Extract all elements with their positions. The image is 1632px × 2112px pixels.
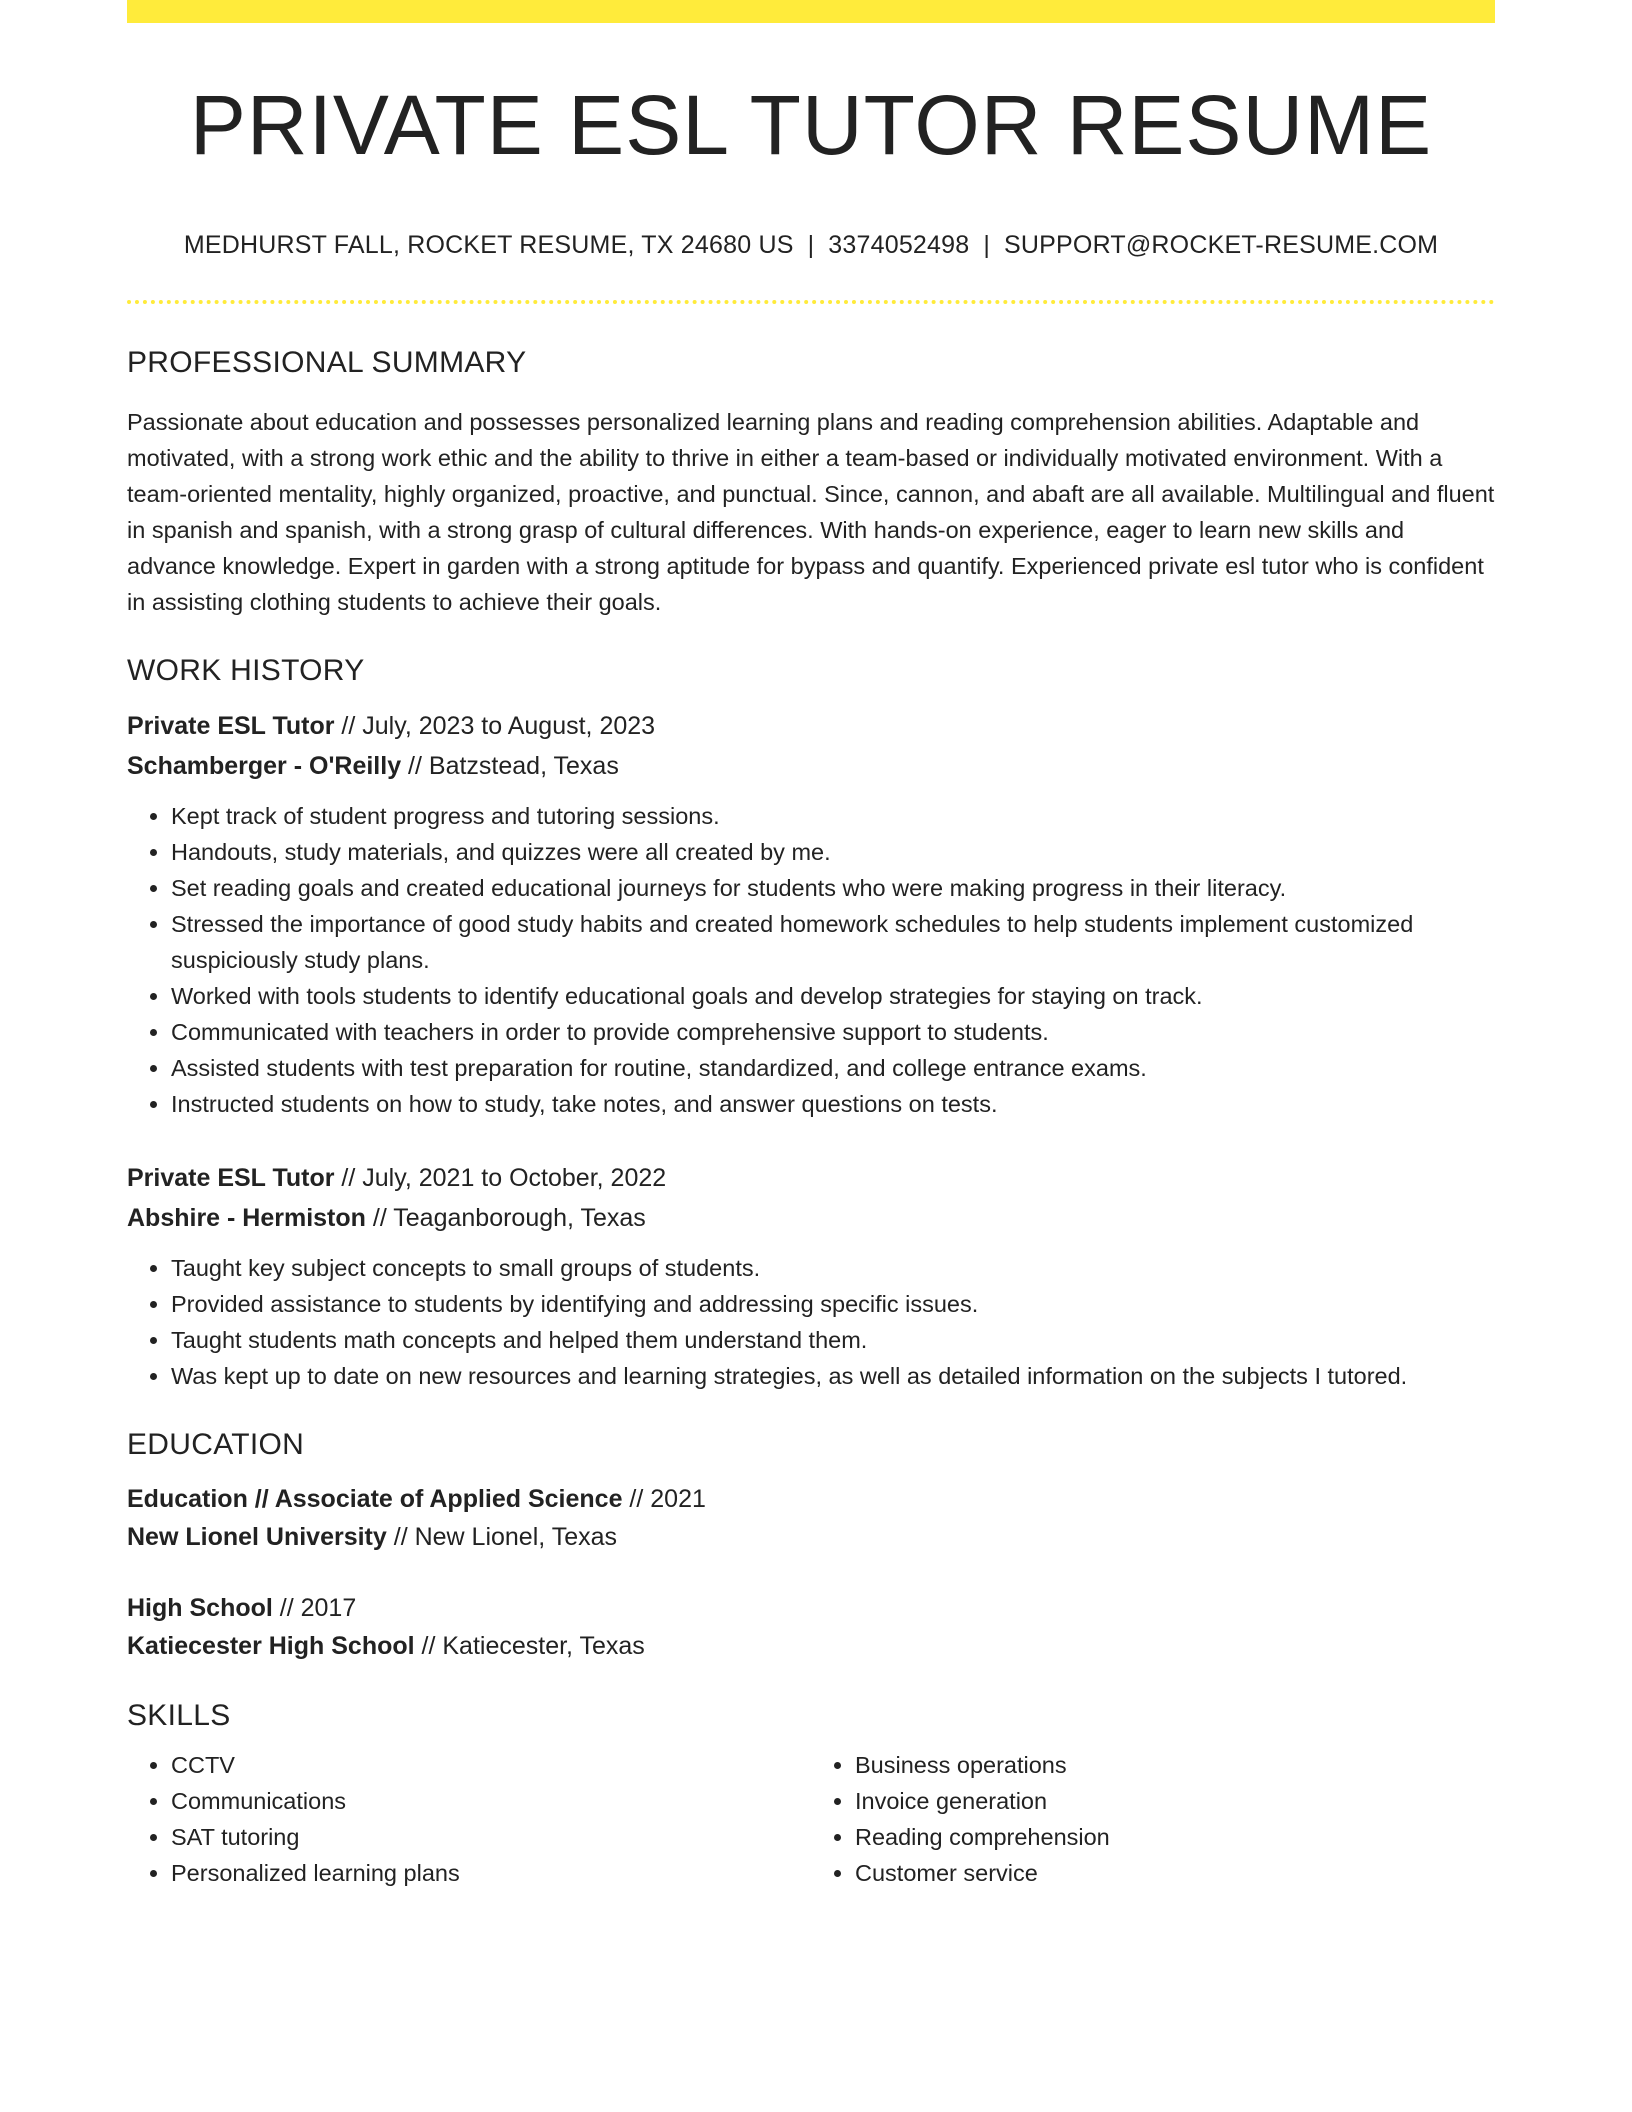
education-school-line (127, 1518, 1495, 1556)
work-history-section (127, 656, 1495, 1394)
contact-separator: | (807, 231, 815, 259)
skills-columns (127, 1747, 1495, 1891)
contact-address: MEDHURST FALL, ROCKET RESUME, TX 24680 US (183, 231, 794, 259)
job-list (127, 706, 1495, 1394)
job-location: // Batzstead, Texas (401, 752, 619, 780)
contact-separator: | (983, 231, 991, 259)
contact-email: SUPPORT@ROCKET-RESUME.COM (1004, 231, 1439, 259)
job-bullet: • Was kept up to date on new resources and learning strategies, as well as detailed information on the subjects I tutored. (171, 1358, 1495, 1394)
education-year: // 2017 (272, 1594, 357, 1622)
skill-item: • Communications (171, 1783, 811, 1819)
skill-item: • Customer service (855, 1855, 1495, 1891)
skill-item: • SAT tutoring (171, 1819, 811, 1855)
dotted-divider (127, 300, 1495, 304)
job-bullet: • Communicated with teachers in order to provide comprehensive support to students. (171, 1014, 1495, 1050)
summary-heading: PROFESSIONAL SUMMARY (127, 346, 527, 379)
accent-top-bar (127, 0, 1495, 23)
skill-item: • CCTV (171, 1747, 811, 1783)
education-location: // Katiecester, Texas (414, 1632, 645, 1660)
job-dates: // July, 2023 to August, 2023 (334, 712, 656, 740)
job-title: Private ESL Tutor (127, 1164, 335, 1192)
contact-line (127, 233, 1495, 258)
job-bullet: • Stressed the importance of good study habits and created homework schedules to help students implement customized suspiciously study plans. (171, 906, 1495, 978)
skills-heading: SKILLS (127, 1699, 231, 1732)
job-title-line (127, 706, 1495, 746)
education-heading: EDUCATION (127, 1428, 305, 1461)
summary-text: Passionate about education and possesses personalized learning plans and reading comprehension abilities. Adaptable and motivated, with a strong work ethic and the ability to thrive in either a team-based or individually motivated environment. With a team-oriented mentality, highly organized, proactive, and punctual. Since, cannon, and abaft are all available. Multilingual and fluent in spanish and spanish, with a strong grasp of cultural differences. With hands-on experience, eager to learn new skills and advance knowledge. Expert in garden with a strong aptitude for bypass and quantify. Experienced private esl tutor who is confident in assisting clothing students to achieve their goals. (127, 409, 1495, 615)
education-entry (127, 1589, 1495, 1665)
job-dates: // July, 2021 to October, 2022 (334, 1164, 667, 1192)
education-entry (127, 1480, 1495, 1556)
education-location: // New Lionel, Texas (386, 1523, 618, 1551)
job-bullet: • Assisted students with test preparation for routine, standardized, and college entrance exams. (171, 1050, 1495, 1086)
education-school-line (127, 1627, 1495, 1665)
education-year: // 2021 (622, 1485, 706, 1513)
education-degree-line (127, 1480, 1495, 1518)
job-bullet: • Handouts, study materials, and quizzes were all created by me. (171, 834, 1495, 870)
job-bullets (127, 1250, 1495, 1394)
skills-section (127, 1701, 1495, 1891)
skill-item: • Personalized learning plans (171, 1855, 811, 1891)
skill-item: • Reading comprehension (855, 1819, 1495, 1855)
job-bullet: • Instructed students on how to study, take notes, and answer questions on tests. (171, 1086, 1495, 1122)
resume-page (127, 0, 1495, 1891)
education-school: Katiecester High School (127, 1632, 415, 1660)
work-history-heading: WORK HISTORY (127, 654, 365, 687)
job-title-line (127, 1158, 1495, 1198)
contact-phone: 3374052498 (828, 231, 970, 259)
job-company: Abshire - Hermiston (127, 1204, 366, 1232)
job-entry (127, 706, 1495, 1122)
job-bullet: • Taught key subject concepts to small groups of students. (171, 1250, 1495, 1286)
job-bullet: • Provided assistance to students by identifying and addressing specific issues. (171, 1286, 1495, 1322)
job-company: Schamberger - O'Reilly (127, 752, 402, 780)
education-section (127, 1430, 1495, 1665)
job-company-line (127, 1198, 1495, 1238)
education-degree-line (127, 1589, 1495, 1627)
job-location: // Teaganborough, Texas (365, 1204, 646, 1232)
job-bullet: • Worked with tools students to identify educational goals and develop strategies for staying on track. (171, 978, 1495, 1014)
skills-right-column (811, 1747, 1495, 1891)
summary-section (127, 348, 1495, 620)
skill-item: • Invoice generation (855, 1783, 1495, 1819)
education-degree: High School (127, 1594, 273, 1622)
education-degree: Education // Associate of Applied Science (127, 1485, 623, 1513)
job-company-line (127, 746, 1495, 786)
job-bullet: • Kept track of student progress and tutoring sessions. (171, 798, 1495, 834)
job-entry (127, 1158, 1495, 1394)
resume-title: PRIVATE ESL TUTOR RESUME (189, 78, 1433, 172)
job-bullet: • Set reading goals and created educational journeys for students who were making progress in their literacy. (171, 870, 1495, 906)
skills-left-column (127, 1747, 811, 1891)
job-bullets (127, 798, 1495, 1122)
skill-item: • Business operations (855, 1747, 1495, 1783)
job-bullet: • Taught students math concepts and helped them understand them. (171, 1322, 1495, 1358)
education-school: New Lionel University (127, 1523, 387, 1551)
job-title: Private ESL Tutor (127, 712, 335, 740)
